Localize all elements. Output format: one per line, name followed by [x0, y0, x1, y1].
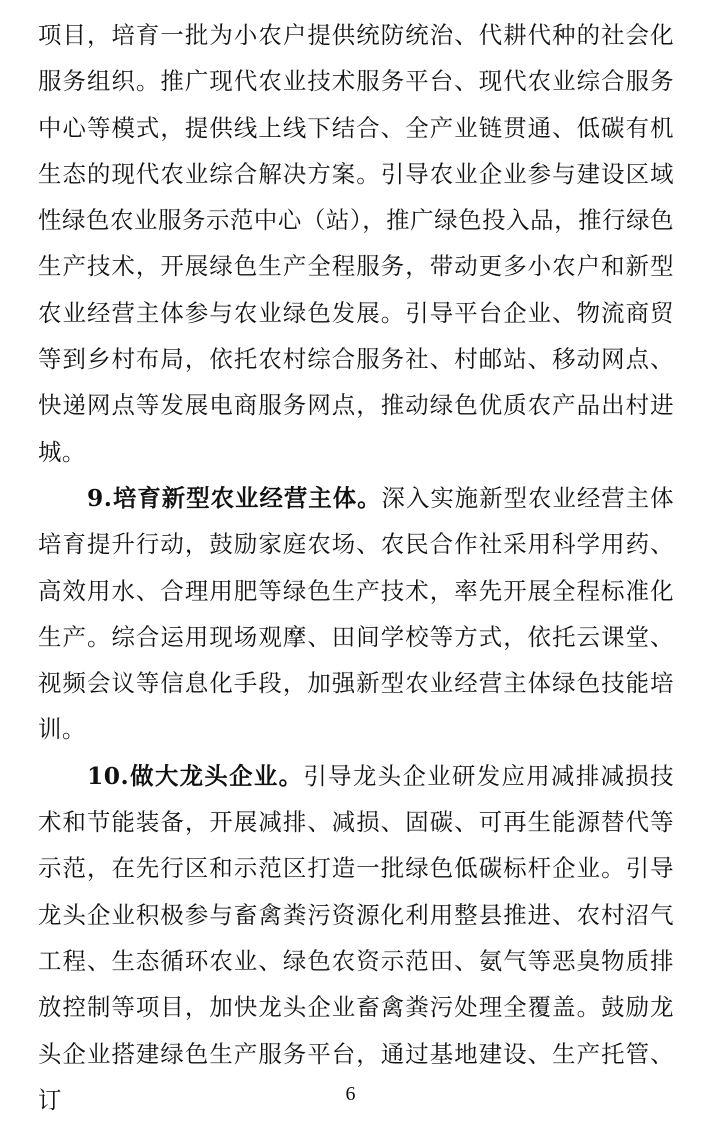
section-9-paragraph: [38, 475, 674, 753]
section-9-text: 深入实施新型农业经营主体培育提升行动，鼓励家庭农场、农民合作社采用科学用药、高效用水、合理用肥等绿色生产技术，率先开展全程标准化生产。综合运用现场观摩、田间学校等方式，依托云课堂、视频会议等信息化手段，加强新型农业经营主体绿色技能培训。: [38, 483, 675, 744]
section-10-heading: 10.做大龙头企业。: [87, 761, 304, 790]
section-10-paragraph: [38, 753, 674, 1123]
section-9-heading: 9.培育新型农业经营主体。: [87, 483, 382, 512]
section-10-text: 引导龙头企业研发应用减排减损技术和节能装备，开展减排、减损、固碳、可再生能源替代等示范，在先行区和示范区打造一批绿色低碳标杆企业。引导龙头企业积极参与畜禽粪污资源化利用整县推进、农村沼气工程、生态循环农业、绿色农资示范田、氨气等恶臭物质排放控制等项目，加快龙头企业畜禽粪污处理全覆盖。鼓励龙头企业搭建绿色生产服务平台，通过基地建设、生产托管、订: [38, 761, 675, 1114]
document-body: [38, 12, 674, 1123]
page-number: 6: [345, 1083, 356, 1105]
paragraph-continuation: 项目，培育一批为小农户提供统防统治、代耕代种的社会化服务组织。推广现代农业技术服务平台、现代农业综合服务中心等模式，提供线上线下结合、全产业链贯通、低碳有机生态的现代农业综合解决方案。引导农业企业参与建设区域性绿色农业服务示范中心（站），推广绿色投入品，推行绿色生产技术，开展绿色生产全程服务，带动更多小农户和新型农业经营主体参与农业绿色发展。引导平台企业、物流商贸等到乡村布局，依托农村综合服务社、村邮站、移动网点、快递网点等发展电商服务网点，推动绿色优质农产品出村进城。: [38, 21, 674, 466]
